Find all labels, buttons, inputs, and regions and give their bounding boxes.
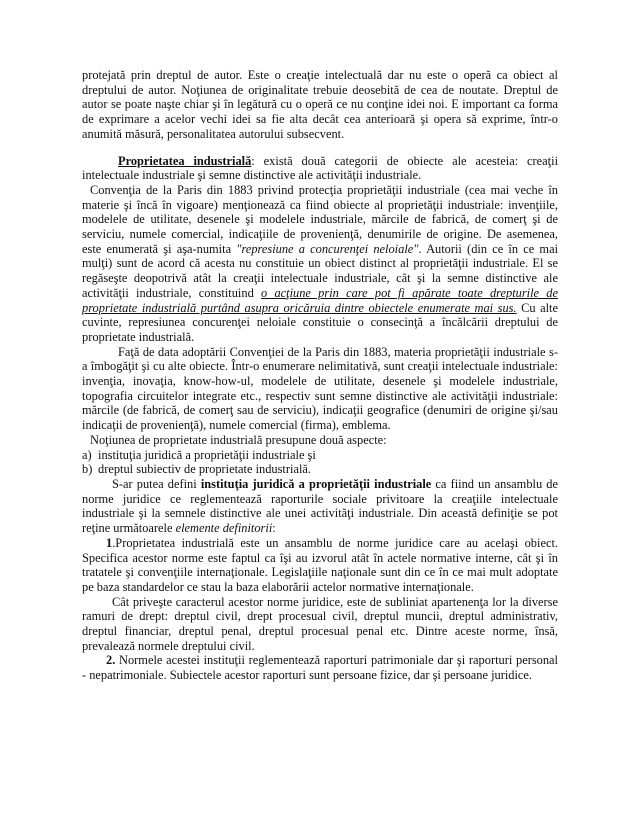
list-item: [82, 448, 558, 463]
aspects-list: [82, 448, 558, 477]
section-heading-colon: :: [251, 153, 255, 168]
definition-text-c: :: [272, 521, 276, 536]
unfair-competition-quote: "represiune a concurenţei neloiale": [236, 241, 419, 256]
definition-text-a: S-ar putea defini: [112, 476, 201, 491]
paris-convention-text-c: Cu alte cuvinte, represiunea concurenţei neloiale constituie o consecinţă a încălcării dreptului de proprietate industrială.: [82, 300, 558, 344]
paragraph-new-objects: Faţă de data adoptării Convenţiei de la Paris din 1883, materia proprietăţii industriale s-a îmbogăţit şi cu alte obiecte. Într-o enumerare nelimitativă, sunt creaţii intelectuale industriale: invenţia, inovaţia, know-how-ul, modelele de utilitate, desenele şi modelele industriale, topografia circuitelor integrate etc., respectiv sunt semne distinctive ale activităţii industriale: mărcile (de fabrică, de comerţ sau de serviciu), indicaţii geografice (denumiri de origine şi/sau indicaţii de provenienţă), numele comercial (firma), emblema.: [82, 344, 558, 433]
paragraph-two-aspects: Noţiunea de proprietate industrială presupune două aspecte:: [90, 432, 387, 447]
list-item: [82, 462, 558, 477]
paragraph-industrial-property: [82, 154, 558, 183]
list-item-text: dreptul subiectiv de proprietate industrială.: [98, 462, 311, 477]
definition-text-b: ca fiind un ansamblu de norme juridice ce reglementează raporturile sociale privitoare la creaţiile intelectuale industriale şi la semnele distinctive ale unei activităţi industriale. Din această definiţie se pot reţine următoarele: [82, 476, 558, 536]
paragraph-originality: protejată prin dreptul de autor. Este o creaţie intelectuală dar nu este o operă ca obiect al dreptului de autor. Noţiunea de originalitate trebuie deosebită de cea de noutate. Dreptul de autor se poate naşte chiar şi în legătură cu o operă ce nu conţine idei noi. E important ca forma de exprimare a acelor vechi idei sa fie alta decât cea anterioară şi opera să exprime, într-o anumită măsură, personalitatea autorului subsecvent.: [82, 68, 558, 141]
paragraph-definition: [82, 477, 558, 536]
paragraph-gap: [82, 142, 558, 154]
list-item-text: instituţia juridică a proprietăţii industriale şi: [98, 447, 316, 462]
industrial-property-intro-text: există două categorii de obiecte ale acesteia: creaţii intelectuale industriale şi semne distinctive ale activităţii industriale.: [82, 153, 559, 183]
element-2-text: Normele acestei instituţii reglementează raporturi patrimoniale dar şi raporturi personal - nepatrimoniale. Subiectele acestor raporturi sunt persoane fizice, dar şi persoane juridice.: [82, 653, 558, 683]
element-2-number: 2.: [106, 653, 116, 668]
section-heading-industrial-property: Proprietatea industrială: [118, 153, 252, 168]
paragraph-character-of-norms: Cât priveşte caracterul acestor norme juridice, este de subliniat apartenenţa lor la diverse ramuri de drept: dreptul civil, drept procesual civil, dreptul muncii, dreptul administrativ, dreptul financiar, dreptul penal, dreptul procesual penal etc. Dintre aceste norme, însă, prevalează normele dreptului civil.: [82, 594, 558, 653]
paragraph-element-1: [82, 536, 558, 595]
definition-elements-emphasis: elemente definitorii: [175, 521, 273, 536]
element-1-text: .Proprietatea industrială este un ansamblu de norme juridice care au acelaşi obiect. Specifica acestor norme este faptul ca îşi au izvorul atât în actele normative interne, cât şi în tratatele şi convenţiile internaţionale. Legislaţiile naţionale sunt din ce în ce mai mult adoptate pe baza standardelor ce stau la baza elaborării actelor normative internaţionale.: [82, 535, 558, 594]
element-1-number: 1: [106, 535, 113, 550]
list-marker: b): [82, 462, 93, 477]
paragraph-paris-convention: [82, 183, 558, 345]
paris-convention-text-b: . Autorii (din ce în ce mai mulţi) sunt de acord că acesta nu constituie un obiect distinct al proprietăţii industriale. El se regăseşte deopotrivă atât la creaţii intelectuale industriale, cât şi la semne distinctive ale activităţii industriale, constituind: [82, 241, 559, 300]
definition-bold-term: instituţia juridică a proprietăţii industriale: [200, 476, 432, 491]
paris-convention-emphasis: o acţiune prin care pot fi apărate toate drepturile de proprietate industrială purtând asupra oricăruia dintre obiectele enumerate mai sus.: [82, 285, 558, 315]
paris-convention-text-a: Convenţia de la Paris din 1883 privind protecţia proprietăţii industriale (cea mai veche în materie şi încă în vigoare) menţionează ca fiind obiecte al proprietăţii industriale: invenţiile, modelele de utilitate, desenele şi modelele industriale, mărcile de fabrică, de comerţ şi de serviciu, numele comercial, indicaţiile de provenienţă, denumirile de origine. De asemenea, este enumerată şi aşa-numita: [82, 182, 558, 256]
list-marker: a): [82, 447, 92, 462]
document-page: [82, 68, 558, 683]
paragraph-element-2: [82, 653, 558, 682]
